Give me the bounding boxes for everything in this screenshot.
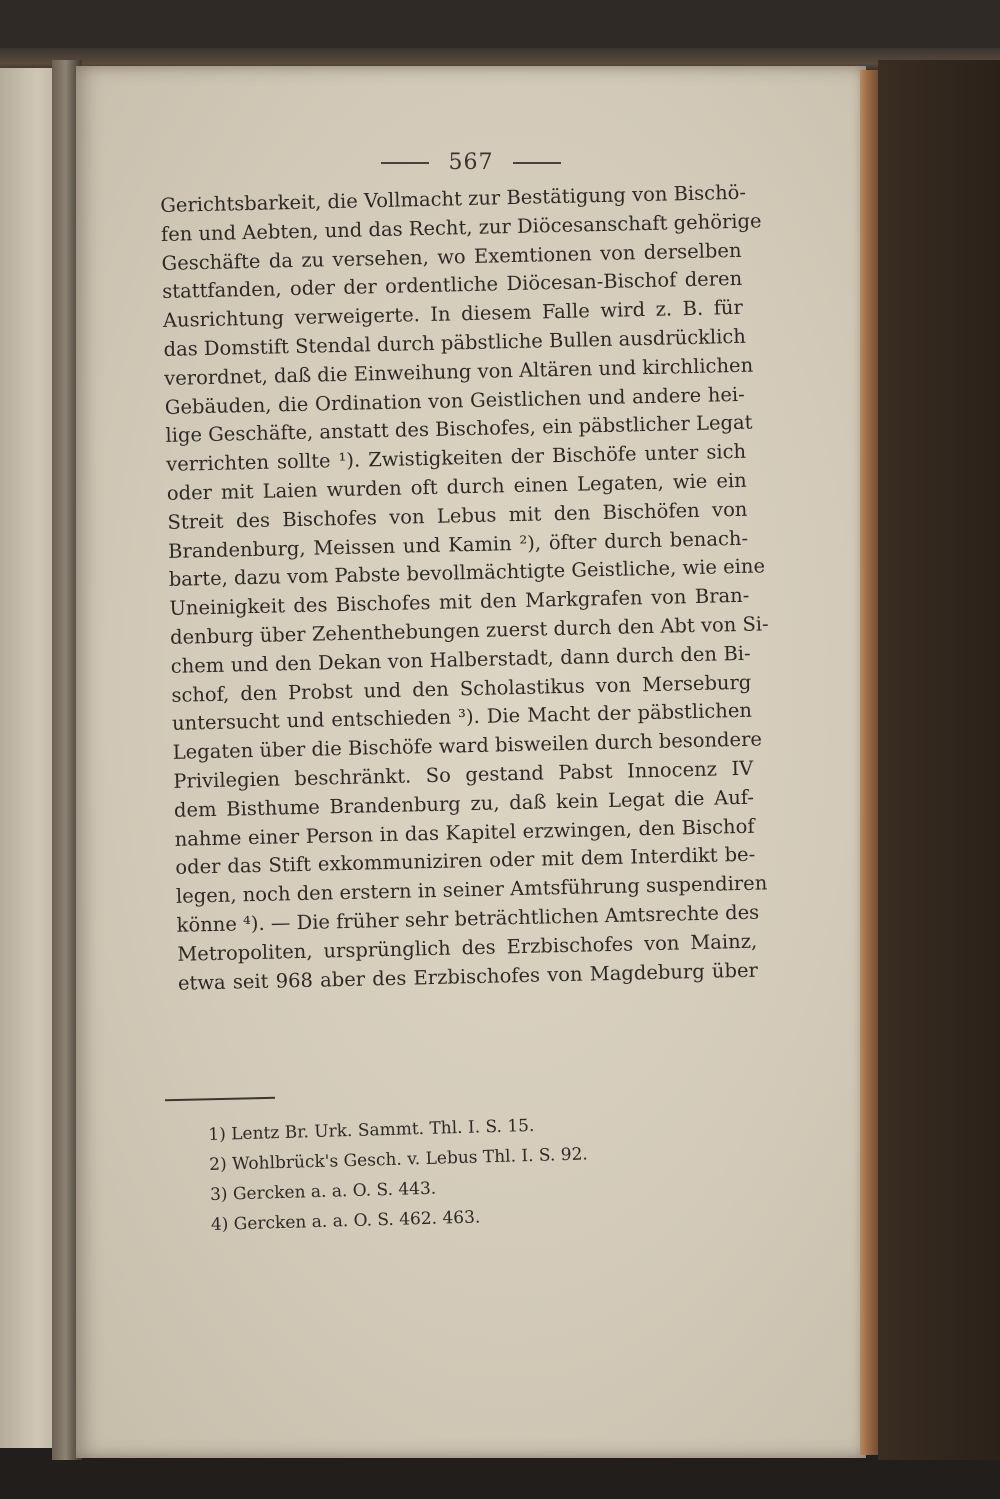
body-text (160, 179, 769, 998)
header-rule-left (381, 162, 429, 164)
text-line: Gebäuden, die Ordination von Geistlichen und andere hei- (164, 382, 745, 419)
text-line: Ausrichtung verweigerte. In diesem Falle wird z. B. für (162, 295, 744, 333)
text-line: verrichten sollte ¹). Zwistigkeiten der Bischöfe unter sich (165, 439, 747, 477)
text-line: fen und Aebten, und das Recht, zur Diöcesanschaft gehörige (160, 209, 762, 246)
text-line: schof, den Probst und den Scholastikus von Merseburg (171, 670, 752, 707)
text-line: Privilegien beschränkt. So gestand Pabst Innocenz IV (173, 756, 754, 793)
text-line: stattfanden, oder der ordentliche Diöcesan-Bischof deren (162, 267, 743, 304)
text-line: das Domstift Stendal durch päbstliche Bullen ausdrücklich (163, 324, 747, 361)
text-line: Streit des Bischofes von Lebus mit den Bischöfen von (167, 497, 748, 534)
text-line: chem und den Dekan von Halberstadt, dann durch den Bi- (170, 641, 751, 678)
text-line: verordnet, daß die Einweihung von Altären und kirchlichen (163, 353, 754, 390)
text-line: könne ⁴). — Die früher sehr beträchtlichen Amtsrechte des (176, 900, 760, 937)
footnote: 2) Wohlbrück's Gesch. v. Lebus Thl. I. S. 92. (208, 1144, 589, 1175)
page-fore-edge (860, 70, 880, 1455)
text-line: oder das Stift exkommuniziren oder mit dem Interdikt be- (175, 842, 756, 880)
text-line: denburg über Zehenthebungen zuerst durch den Abt von Si- (169, 612, 769, 649)
footnote: 1) Lentz Br. Urk. Sammt. Thl. I. S. 15. (208, 1115, 535, 1145)
text-line: Gerichtsbarkeit, die Vollmacht zur Bestätigung von Bischö- (160, 180, 747, 217)
text-line: etwa seit 968 aber des Erzbischofes von Magdeburg über (177, 958, 759, 995)
text-line: Uneinigkeit des Bischofes mit den Markgrafen von Bran- (169, 583, 750, 621)
text-line: barte, dazu vom Pabste bevollmächtigte Geistliche, wie eine (168, 554, 766, 592)
text-line: dem Bisthume Brandenburg zu, daß kein Legat die Auf- (173, 785, 755, 822)
footnotes (208, 1105, 731, 1239)
text-line: Legaten über die Bischöfe ward bisweilen durch besondere (172, 727, 763, 764)
footnote: 4) Gercken a. a. O. S. 462. 463. (210, 1207, 481, 1235)
book-cover-right (878, 60, 1000, 1460)
text-line: lige Geschäfte, anstatt des Bischofes, ein päbstlicher Legat (165, 410, 753, 448)
text-line: Geschäfte da zu versehen, wo Exemtionen von derselben (161, 238, 742, 275)
text-line: oder mit Laien wurden oft durch einen Legaten, wie ein (166, 468, 747, 505)
text-line: nahme einer Person in das Kapitel erzwingen, den Bischof (174, 814, 755, 851)
text-line: Brandenburg, Meissen und Kamin ²), öfter durch benach- (167, 526, 749, 563)
text-line: untersucht und entschieden ³). Die Macht der päbstlichen (171, 699, 753, 736)
page-number: 567 (448, 150, 494, 175)
text-line: legen, noch den erstern in seiner Amtsführung suspendiren (175, 871, 768, 908)
footnote: 3) Gercken a. a. O. S. 443. (209, 1178, 437, 1205)
header-rule-right (513, 162, 561, 164)
text-line: Metropoliten, ursprünglich des Erzbischofes von Mainz, (177, 929, 758, 966)
